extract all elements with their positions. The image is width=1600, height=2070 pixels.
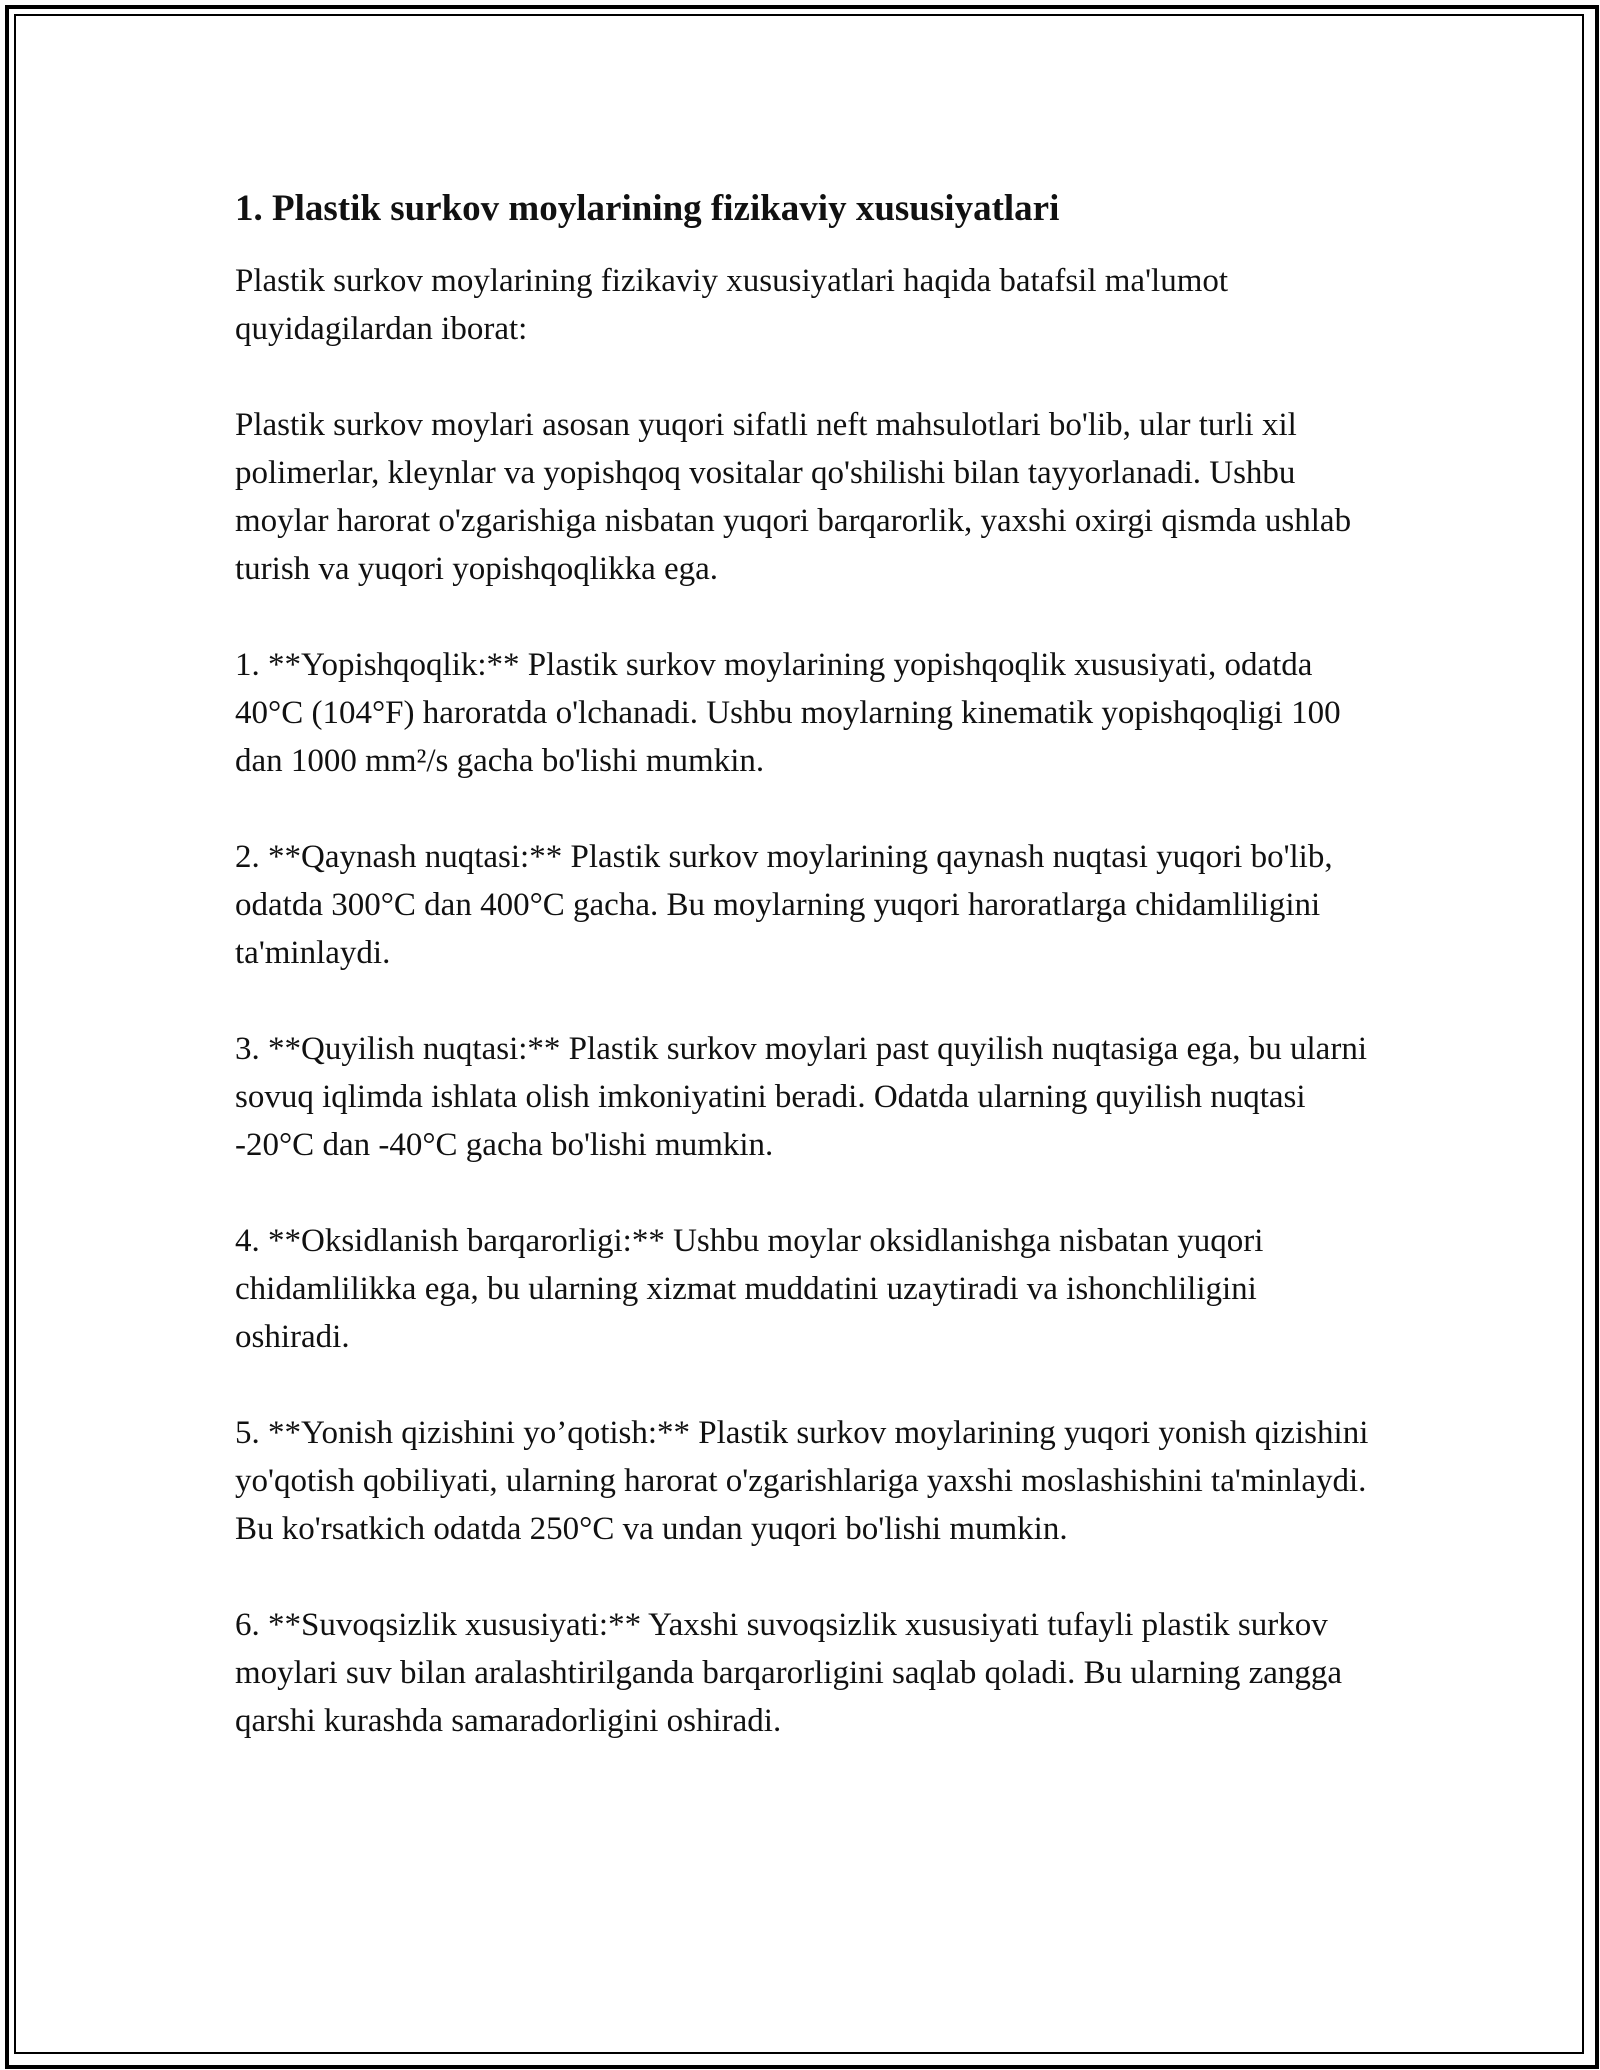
- list-item-boiling-point: 2. **Qaynash nuqtasi:** Plastik surkov moylarining qaynash nuqtasi yuqori bo'lib, odatda 300°C dan 400°C gacha. Bu moylarning yuqori haroratlarga chidamliligini ta'minlaydi.: [235, 839, 1333, 972]
- list-item-viscosity: 1. **Yopishqoqlik:** Plastik surkov moylarining yopishqoqlik xususiyati, odatda 40°C (104°F) haroratda o'lchanadi. Ushbu moylarning kinematik yopishqoqligi 100 dan 1000 mm²/s gacha bo'lishi mumkin.: [235, 647, 1341, 780]
- intro-paragraph: Plastik surkov moylarining fizikaviy xususiyatlari haqida batafsil ma'lumot quyidagilardan iborat:: [235, 263, 1229, 348]
- list-item-water-resistance: 6. **Suvoqsizlik xususiyati:** Yaxshi suvoqsizlik xususiyati tufayli plastik surkov moylari suv bilan aralashtirilganda barqarorligini saqlab qoladi. Bu ularning zangga qarshi kurashda samaradorligini oshiradi.: [235, 1607, 1343, 1740]
- list-item-pour-point: 3. **Quyilish nuqtasi:** Plastik surkov moylari past quyilish nuqtasiga ega, bu ularni sovuq iqlimda ishlata olish imkoniyatini beradi. Odatda ularning quyilish nuqtasi -20°C dan -40°C gacha bo'lishi mumkin.: [235, 1031, 1367, 1164]
- list-item-oxidation-stability: 4. **Oksidlanish barqarorligi:** Ushbu moylar oksidlanishga nisbatan yuqori chidamlilikka ega, bu ularning xizmat muddatini uzaytiradi va ishonchliligini oshiradi.: [235, 1223, 1264, 1356]
- document-title: 1. Plastik surkov moylarining fizikaviy xususiyatlari: [235, 188, 1060, 229]
- list-item-flash-heat-loss: 5. **Yonish qizishini yo’qotish:** Plastik surkov moylarining yuqori yonish qizishini yo'qotish qobiliyati, ularning harorat o'zgarishlariga yaxshi moslashishini ta'minlaydi. Bu ko'rsatkich odatda 250°C va undan yuqori bo'lishi mumkin.: [235, 1415, 1369, 1548]
- overview-paragraph: Plastik surkov moylari asosan yuqori sifatli neft mahsulotlari bo'lib, ular turli xil polimerlar, kleynlar va yopishqoq vositalar qo'shilishi bilan tayyorlanadi. Ushbu moylar harorat o'zgarishiga nisbatan yuqori barqarorlik, yaxshi oxirgi qismda ushlab turish va yuqori yopishqoqlikka ega.: [235, 407, 1352, 588]
- document-body: [235, 185, 1375, 1793]
